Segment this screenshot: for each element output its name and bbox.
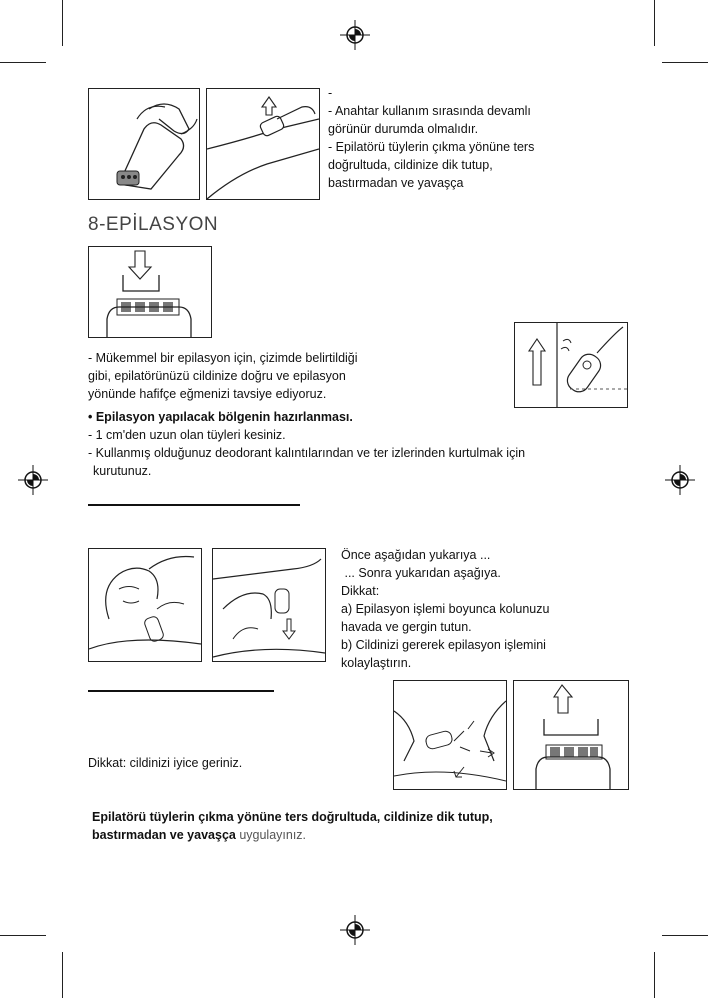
underarm-instructions xyxy=(341,546,549,672)
underarm-line: havada ve gergin tutun. xyxy=(341,620,472,634)
registration-mark-icon xyxy=(18,465,48,495)
underarm-line: ... Sonra yukarıdan aşağıya. xyxy=(341,566,501,580)
section-rule xyxy=(88,690,274,692)
underarm-line: b) Cildinizi gererek epilasyon işlemini xyxy=(341,638,546,652)
illustration-stretch-skin xyxy=(393,680,507,790)
instruction-line: - Epilatörü tüylerin çıkma yönüne ters xyxy=(328,140,535,154)
illustration-leg-epilator xyxy=(206,88,320,200)
preparation-section xyxy=(88,408,525,480)
illustration-tilt-epilator xyxy=(514,322,628,408)
final-note-line: Epilatörü tüylerin çıkma yönüne ters doğrultuda, cildinize dik tutup, xyxy=(92,810,493,824)
advice-line: gibi, epilatörünüzü cildinize doğru ve epilasyon xyxy=(88,369,346,383)
instruction-line: bastırmadan ve yavaşça xyxy=(328,176,464,190)
instruction-line: - Anahtar kullanım sırasında devamlı xyxy=(328,104,531,118)
arrow-down-icon xyxy=(129,251,151,279)
preparation-line: - Kullanmış olduğunuz deodorant kalıntılarından ve ter izlerinden kurtulmak için xyxy=(88,446,526,460)
crop-mark xyxy=(62,952,63,998)
underarm-line: Önce aşağıdan yukarıya ... xyxy=(341,548,491,562)
crop-mark xyxy=(654,952,655,998)
registration-mark-icon xyxy=(340,20,370,50)
tilt-advice xyxy=(88,349,358,403)
underarm-line: Dikkat: xyxy=(341,584,380,598)
arrow-up-icon xyxy=(529,339,545,385)
registration-mark-icon xyxy=(665,465,695,495)
section-title xyxy=(88,214,218,236)
advice-line: yönünde hafifçe eğmenizi tavsiye ediyoruz. xyxy=(88,387,327,401)
final-note-line xyxy=(92,826,493,844)
underarm-line: a) Epilasyon işlemi boyunca kolunuzu xyxy=(341,602,550,616)
illustration-underarm-up xyxy=(88,548,202,662)
crop-mark xyxy=(0,62,46,63)
instruction-line: - xyxy=(328,86,333,100)
crop-mark xyxy=(654,0,655,46)
final-note-tail: uygulayınız. xyxy=(235,828,307,842)
final-note xyxy=(92,808,493,844)
crop-mark xyxy=(662,935,708,936)
section-dash: - xyxy=(99,214,106,235)
stretch-note: Dikkat: cildinizi iyice geriniz. xyxy=(88,756,243,770)
illustration-head-remove xyxy=(513,680,629,790)
section-title-text: EPİLASYON xyxy=(105,214,219,235)
crop-mark xyxy=(0,935,46,936)
instruction-line: doğrultuda, cildinize dik tutup, xyxy=(328,158,493,172)
preparation-line: kurutunuz. xyxy=(93,464,152,478)
preparation-line: - 1 cm'den uzun olan tüyleri kesiniz. xyxy=(88,428,286,442)
instruction-line: görünür durumda olmalıdır. xyxy=(328,122,479,136)
final-note-line-2: bastırmadan ve yavaşça xyxy=(92,828,236,842)
illustration-head-attach xyxy=(88,246,212,338)
top-instructions xyxy=(328,84,534,192)
section-rule xyxy=(88,504,300,506)
preparation-heading: • Epilasyon yapılacak bölgenin hazırlanması. xyxy=(88,410,353,424)
crop-mark xyxy=(662,62,708,63)
illustration-hand-epilator xyxy=(88,88,200,200)
section-number: 8 xyxy=(88,214,100,235)
illustration-underarm-down xyxy=(212,548,326,662)
arrow-up-icon xyxy=(554,685,572,713)
registration-mark-icon xyxy=(340,915,370,945)
advice-line: - Mükemmel bir epilasyon için, çizimde belirtildiği xyxy=(88,351,358,365)
underarm-line: kolaylaştırın. xyxy=(341,656,412,670)
crop-mark xyxy=(62,0,63,46)
